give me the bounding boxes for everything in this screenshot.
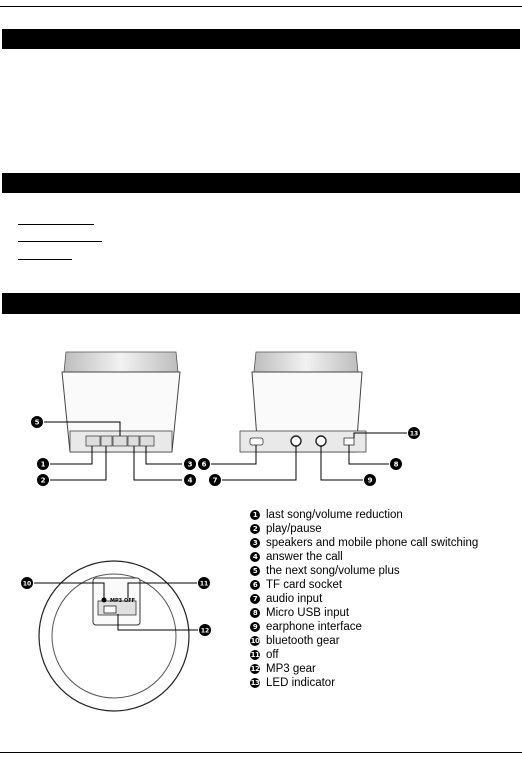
legend-number: 8 bbox=[250, 608, 260, 618]
legend-number: 4 bbox=[250, 552, 260, 562]
legend-item bbox=[250, 634, 515, 648]
legend-number: 10 bbox=[250, 637, 260, 645]
legend-number: 7 bbox=[250, 594, 260, 604]
legend-text: earphone interface bbox=[266, 621, 362, 633]
legend-text: answer the call bbox=[266, 551, 343, 563]
legend-text: bluetooth gear bbox=[266, 635, 340, 647]
svg-text:11: 11 bbox=[199, 580, 209, 588]
legend-number: 3 bbox=[250, 538, 260, 548]
legend-item bbox=[250, 508, 515, 522]
speaker-back-view bbox=[240, 352, 366, 452]
svg-text:1: 1 bbox=[40, 460, 46, 469]
svg-text:10: 10 bbox=[22, 580, 32, 588]
marker-11 bbox=[198, 577, 210, 589]
marker-2 bbox=[37, 474, 49, 486]
marker-4 bbox=[184, 474, 196, 486]
legend-number: 2 bbox=[250, 524, 260, 534]
marker-8 bbox=[390, 458, 402, 470]
legend-item bbox=[250, 592, 515, 606]
legend-item bbox=[250, 662, 515, 676]
redacted-link-3 bbox=[18, 259, 72, 260]
svg-text:2: 2 bbox=[40, 476, 46, 485]
svg-text:3: 3 bbox=[187, 460, 193, 469]
legend-number: 9 bbox=[250, 622, 260, 632]
svg-text:9: 9 bbox=[367, 476, 373, 485]
svg-text:5: 5 bbox=[34, 418, 40, 427]
legend-item bbox=[250, 564, 515, 578]
legend-number: 13 bbox=[250, 679, 260, 687]
legend-item bbox=[250, 620, 515, 634]
marker-6 bbox=[198, 458, 210, 470]
svg-text:13: 13 bbox=[409, 430, 419, 438]
redacted-link-1 bbox=[18, 224, 94, 225]
marker-10 bbox=[21, 577, 33, 589]
legend-number: 11 bbox=[250, 651, 260, 659]
legend-item bbox=[250, 550, 515, 564]
legend-text: audio input bbox=[266, 593, 323, 605]
legend-text: LED indicator bbox=[266, 677, 336, 689]
legend-item bbox=[250, 676, 515, 690]
legend-number: 5 bbox=[250, 566, 260, 576]
legend-number: 12 bbox=[250, 665, 260, 673]
legend-text: Micro USB input bbox=[266, 607, 350, 619]
speaker-bottom-view bbox=[34, 561, 198, 711]
legend-text: off bbox=[266, 649, 279, 661]
marker-3 bbox=[184, 458, 196, 470]
bottom-rule bbox=[0, 752, 522, 753]
top-rule bbox=[0, 6, 522, 7]
legend-text: last song/volume reduction bbox=[266, 509, 403, 521]
speaker-front-view bbox=[62, 352, 180, 452]
marker-1 bbox=[37, 458, 49, 470]
legend-text: play/pause bbox=[266, 523, 322, 535]
legend-item bbox=[250, 648, 515, 662]
marker-13 bbox=[408, 427, 420, 439]
legend-text: MP3 gear bbox=[266, 663, 316, 675]
button-strip bbox=[86, 436, 154, 446]
legend-text: the next song/volume plus bbox=[266, 565, 400, 577]
legend-text: speakers and mobile phone call switching bbox=[266, 537, 479, 549]
svg-text:7: 7 bbox=[212, 476, 218, 485]
section-bar-3 bbox=[2, 293, 520, 314]
marker-12 bbox=[199, 624, 211, 636]
marker-7 bbox=[209, 474, 221, 486]
svg-text:4: 4 bbox=[187, 476, 193, 485]
parts-legend bbox=[250, 508, 515, 690]
switch-label-off: OFF bbox=[124, 598, 136, 604]
svg-text:6: 6 bbox=[201, 460, 207, 469]
legend-text: TF card socket bbox=[266, 579, 343, 591]
svg-text:12: 12 bbox=[200, 627, 210, 635]
svg-text:8: 8 bbox=[393, 460, 399, 469]
legend-item bbox=[250, 536, 515, 550]
marker-9 bbox=[364, 474, 376, 486]
marker-5 bbox=[31, 416, 43, 428]
legend-item bbox=[250, 606, 515, 620]
section-bar-1 bbox=[2, 29, 520, 49]
legend-number: 1 bbox=[250, 510, 260, 520]
redacted-link-2 bbox=[18, 241, 102, 242]
legend-item bbox=[250, 578, 515, 592]
legend-number: 6 bbox=[250, 580, 260, 590]
switch-label-mp3: MP3 bbox=[110, 598, 123, 604]
section-bar-2 bbox=[2, 173, 520, 193]
legend-item bbox=[250, 522, 515, 536]
